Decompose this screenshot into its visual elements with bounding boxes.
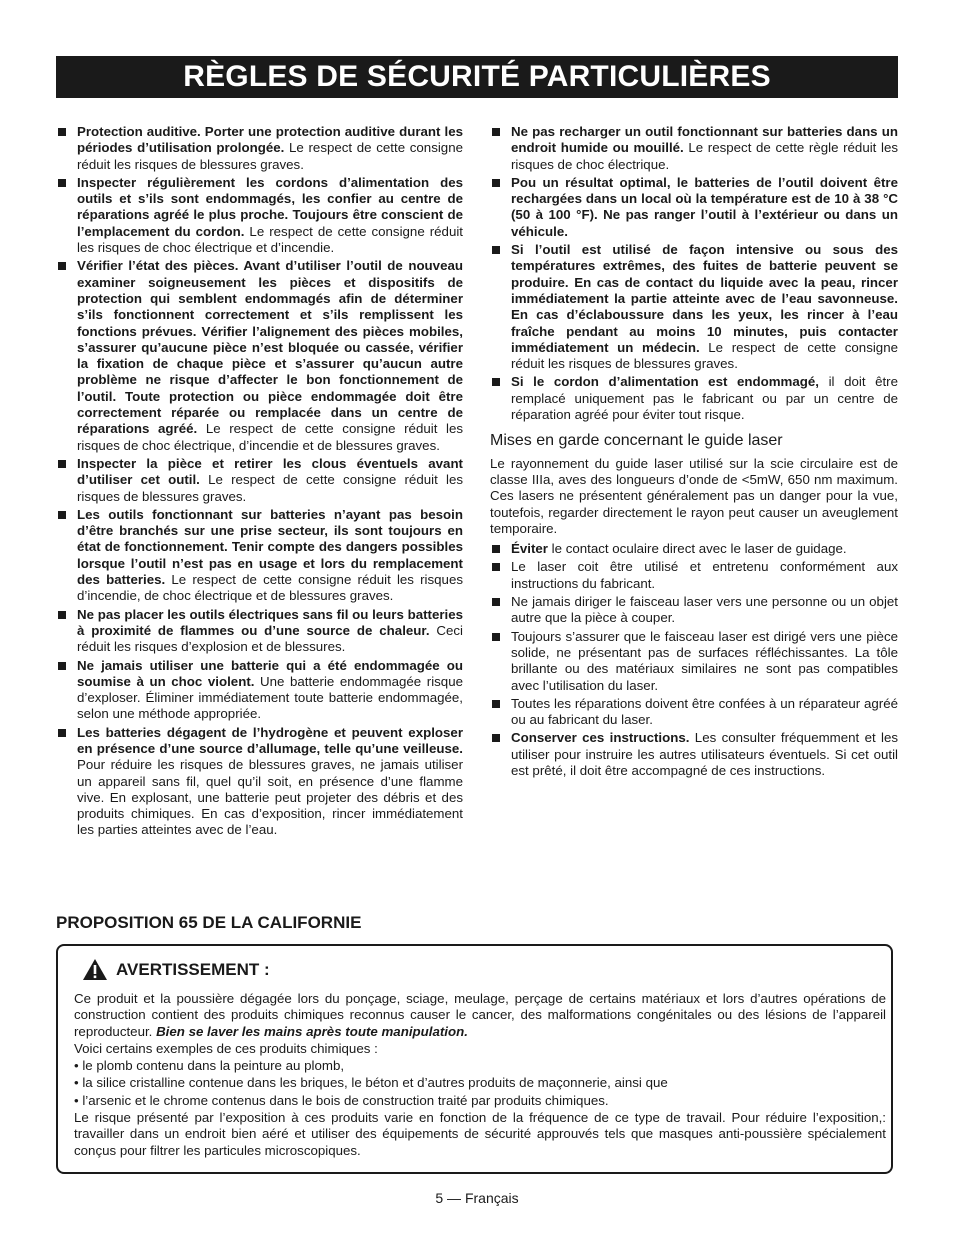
item-text: Toujours s’assurer que le faisceau laser est dirigé vers une pièce solide, ne présentant pas de surfaces réfléchissantes. La tôle brillante ou des matériaux similaires ne sont pas compatibles avec l’utilisation du laser.	[511, 628, 898, 693]
list-item	[490, 559, 898, 592]
warning-emphasis: Bien se laver les mains après toute manipulation.	[156, 1023, 468, 1039]
item-text: il doit être remplacé uniquement pas le fabricant ou par un centre de réparation agréé pour éviter tout risque.	[511, 374, 899, 423]
list-item	[56, 658, 463, 723]
warning-paragraph: Le risque présenté par l’exposition à ces produits varie en fonction de la fréquence de ce type de travail. Pour réduire l’exposition,: travailler dans un endroit bien aéré et utiliser des équipements de sécurité approuvés tels que masques anti-poussière spécialement conçus pour filtrer les particules microscopiques.	[74, 1110, 886, 1158]
prop65-heading: PROPOSITION 65 DE LA CALIFORNIE	[56, 913, 362, 932]
list-item	[56, 124, 463, 173]
item-bold: Les outils fonctionnant sur batteries n’ayant pas besoin d’être branchés sur une prise secteur, ils sont toujours en état de fonctionnement. Tenir compte des dangers possibles lorsque l’outil n’est pas en usage et lors du remplacement des batteries.	[77, 506, 463, 588]
item-text: Le respect de cette consigne réduit les risques de choc électrique et d’incendie.	[77, 223, 463, 256]
item-text: Le respect de cette consigne réduit les risques de blessures graves.	[77, 472, 463, 504]
item-bold: Inspecter régulièrement les cordons d’alimentation des outils et s’ils sont endommagés, les confier au centre de réparations agréé le plus proche. Toujours être conscient de l’emplacement du cordon.	[77, 174, 463, 239]
left-column	[56, 124, 463, 841]
list-item	[490, 242, 898, 372]
item-bold: Inspecter la pièce et retirer les clous éventuels avant d’utiliser cet outil.	[77, 455, 463, 488]
item-bold: Si le cordon d’alimentation est endommagé,	[511, 374, 819, 390]
list-item	[490, 629, 898, 694]
list-item	[56, 507, 463, 605]
chemical-list-item: • la silice cristalline contenue dans les briques, le béton et d’autres produits de maçonnerie, ainsi que	[74, 1075, 668, 1091]
item-text: Le respect de cette consigne réduit les risques de blessures graves.	[77, 140, 463, 172]
item-text: Le laser coit être utilisé et entretenu conformément aux instructions du fabricant.	[511, 559, 898, 591]
item-text: Toutes les réparations doivent être confées à un réparateur agréé ou au fabricant du laser.	[511, 695, 898, 728]
list-item	[490, 374, 898, 423]
list-item	[490, 541, 898, 557]
warning-body	[74, 991, 886, 1160]
item-text: Le respect de cette règle réduit les risques de choc électrique.	[511, 140, 899, 172]
warning-box	[56, 944, 893, 1174]
list-item	[56, 456, 463, 505]
item-text: Les consulter fréquemment et les utiliser pour instruire les autres utilisateurs éventuels. Si cet outil est prêté, il doit être accompagné de ces instructions.	[511, 730, 899, 778]
page-footer: 5 — Français	[435, 1190, 519, 1206]
list-item	[56, 175, 463, 256]
chemical-list-item: • l’arsenic et le chrome contenus dans le bois de construction traité par produits chimiques.	[74, 1092, 609, 1108]
list-item	[56, 725, 463, 839]
list-item	[56, 258, 463, 454]
item-bold: Protection auditive. Porter une protection auditive durant les périodes d’utilisation prolongée.	[77, 124, 463, 156]
item-text: Le respect de cette consigne réduit les risques d’incendie, de choc électrique et de blessures graves.	[77, 572, 463, 604]
warning-triangle-icon	[82, 958, 108, 981]
item-bold: Ne pas recharger un outil fonctionnant sur batteries dans un endroit humide ou mouillé.	[511, 124, 898, 156]
item-bold: Éviter	[511, 541, 548, 557]
item-bold: Ne pas placer les outils électriques sans fil ou leurs batteries à proximité de flammes ou d’une source de chaleur.	[77, 606, 463, 638]
item-text: Ne jamais diriger le faisceau laser vers une personne ou un objet autre que la pièce à couper.	[511, 594, 898, 626]
item-text: Une batterie endommagée risque d’exploser. Éliminer immédiatement toute batterie endommagée, selon une méthode appropriée.	[77, 673, 463, 722]
laser-section-heading: Mises en garde concernant le guide laser	[490, 432, 783, 450]
laser-bullet-list	[490, 541, 898, 779]
warning-text: Ce produit et la poussière dégagée lors du ponçage, sciage, meulage, perçage de certains matériaux et lors d’autres opérations de construction contient des produits chimiques reconnus causer le cancer, des malformations congénitales ou des lésions de l’appareil reproducteur.	[74, 991, 886, 1039]
item-text: Le respect de cette consigne réduit les risques de choc électrique, d’incendie et de blessures graves.	[77, 421, 464, 453]
item-text: le contact oculaire direct avec le laser de guidage.	[547, 541, 847, 557]
right-bullet-list	[490, 124, 898, 423]
item-text: Le respect de cette consigne réduit les risques de blessures graves.	[511, 339, 898, 372]
item-text: Ceci réduit les risques d’explosion et de blessures.	[77, 622, 463, 655]
list-item	[56, 607, 463, 656]
list-item	[490, 175, 898, 240]
item-bold: Les batteries dégagent de l’hydrogène et peuvent exploser en présence d’une source d’allumage, telle qu’une veilleuse.	[77, 724, 463, 756]
list-item	[490, 124, 898, 173]
list-item	[490, 696, 898, 729]
left-bullet-list	[56, 124, 463, 839]
warning-paragraph	[74, 991, 886, 1040]
list-item	[490, 594, 898, 627]
page-title: RÈGLES DE SÉCURITÉ PARTICULIÈRES	[56, 56, 898, 98]
item-bold: Pou un résultat optimal, le batteries de l’outil doivent être rechargées dans un local où la température est de 10 à 38 °C (50 à 100 °F). Ne pas ranger l’outil à l’extérieur ou dans un véhicule.	[511, 174, 898, 239]
warning-header	[82, 958, 270, 981]
item-bold: Ne jamais utiliser une batterie qui a été endommagée ou soumise à un choc violent.	[77, 657, 463, 689]
item-bold: Si l’outil est utilisé de façon intensive ou sous des températures extrêmes, des fuites de batterie peuvent se produire. En cas de contact du liquide avec la peau, rincer immédiatement la partie atteinte avec de l’eau savonneuse. En cas d’éclaboussure dans les yeux, les rincer à l’eau fraîche pendant au moins 10 minutes, puis contacter immédiatement un médecin.	[511, 242, 898, 355]
item-text: Pour réduire les risques de blessures graves, ne jamais utiliser un appareil sans fil, quel qu’il soit, en présence d’une flamme vive. En explosant, une batterie peut projeter des débris et des produits chimiques. En cas d’exposition, rincer immédiatement les parties atteintes avec de l’eau.	[77, 757, 463, 838]
warning-paragraph: Voici certains exemples de ces produits chimiques :	[74, 1040, 378, 1056]
warning-title: AVERTISSEMENT :	[116, 959, 270, 979]
right-column	[490, 124, 898, 781]
chemical-list-item: • le plomb contenu dans la peinture au plomb,	[74, 1058, 345, 1074]
item-bold: Conserver ces instructions.	[511, 730, 690, 746]
item-bold: Vérifier l’état des pièces. Avant d’utiliser l’outil de nouveau examiner soigneusement les pièces et dispositifs de protection qui semblent endommagés afin de déterminer s’ils fonctionnent correctement et s’ils remplissent les fonctions prévues. Vérifier l’alignement des pièces mobiles, s’assurer qu’aucune pièce n’est bloquée ou cassée, vérifier la fixation de chaque pièce et s’assurer qu’aucun autre problème ne risque d’affecter le bon fonctionnement de l’outil. Toute protection ou pièce endommagée doit être correctement réparée ou remplacée dans un centre de réparations agréé.	[77, 258, 463, 437]
list-item	[490, 730, 898, 779]
laser-intro: Le rayonnement du guide laser utilisé sur la scie circulaire est de classe IIIa, aves des longueurs d’onde de <5mW, 650 nm maximum. Ces lasers ne présentent généralement pas un danger pour la vue, toutefois, regarder directement le rayon peut causer un aveuglement temporaire.	[490, 455, 898, 536]
